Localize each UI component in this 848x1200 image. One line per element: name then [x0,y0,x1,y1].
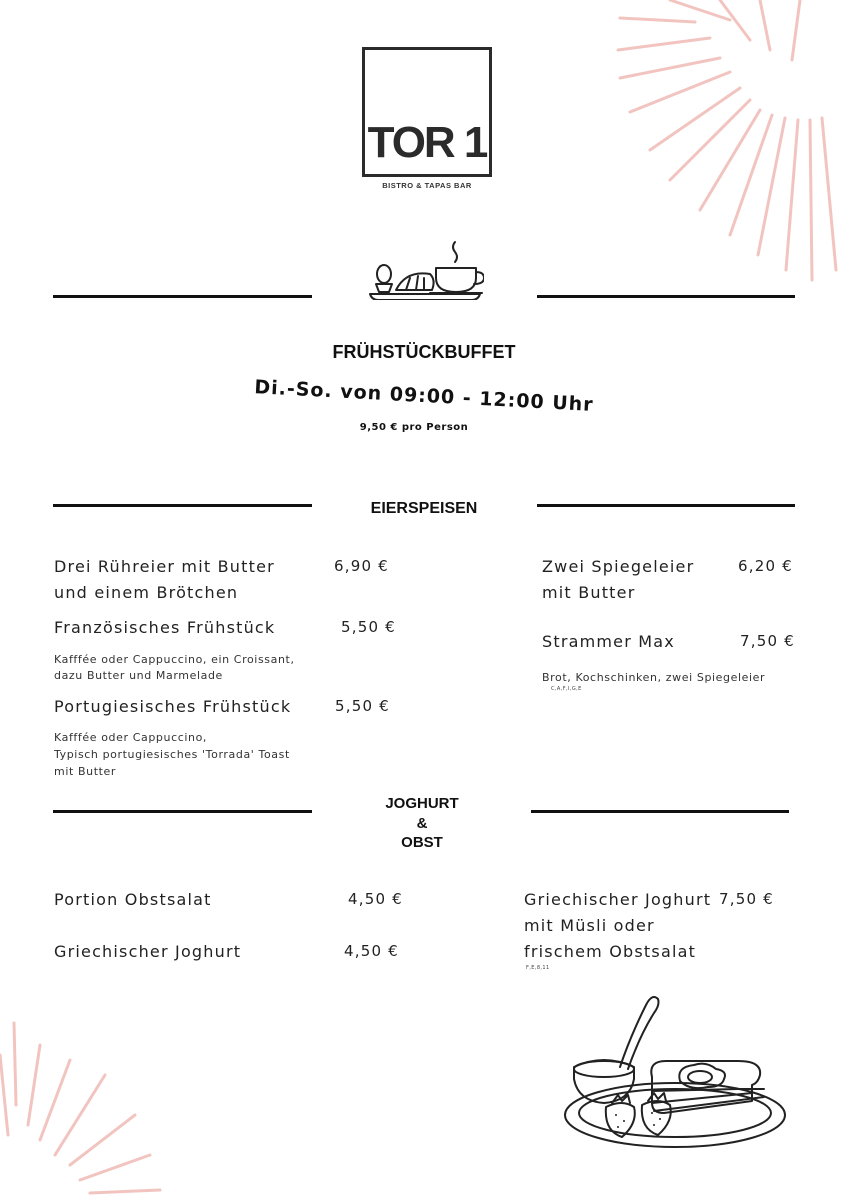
joghurt-title-line: JOGHURT [385,795,459,812]
menu-item-description: dazu Butter und Marmelade [54,669,223,682]
menu-item-price: 7,50 € [740,632,795,650]
menu-item-description: Brot, Kochschinken, zwei Spiegeleier [542,671,766,684]
menu-item-description: mit Butter [54,765,117,778]
joghurt-title-line: & [416,815,428,832]
menu-item-description: Kafffée oder Cappuccino, [54,731,208,744]
menu-item-price: 6,20 € [738,557,793,575]
menu-item-price: 5,50 € [341,618,396,636]
menu-item-name: Portugiesisches Frühstück [54,697,292,716]
menu-item-name: und einem Brötchen [54,583,239,602]
menu-item-allergens: C,A,F,I,G,E [551,686,582,692]
menu-item-name: Portion Obstsalat [54,890,212,909]
toast-yogurt-illustration [560,995,810,1150]
breakfast-price-note: 9,50 € pro Person [359,422,469,433]
divider-eier-left [53,504,312,507]
menu-item-price: 6,90 € [334,557,389,575]
breakfast-plate-icon [366,238,484,300]
joghurt-title-line: OBST [401,834,443,851]
divider-eier-right [537,504,795,507]
eierspeisen-title: EIERSPEISEN [370,500,478,517]
menu-item-description: Kafffée oder Cappuccino, ein Croissant, [54,653,295,666]
breakfast-title: FRÜHSTÜCKBUFFET [332,342,516,362]
divider-breakfast-right [537,295,795,298]
menu-item-price: 7,50 € [719,890,774,908]
menu-item-name: frischem Obstsalat [524,942,697,961]
sun-rays-bottom-left [0,1015,170,1200]
menu-item-name: mit Butter [542,583,636,602]
menu-item-name: Drei Rühreier mit Butter [54,557,275,576]
menu-item-allergens: F,E,8,11 [526,965,550,971]
sun-rays-top-right [600,0,848,290]
menu-item-name: Griechischer Joghurt [54,942,242,961]
menu-item-price: 4,50 € [348,890,403,908]
menu-item-price: 5,50 € [335,697,390,715]
menu-item-name: Zwei Spiegeleier [542,557,695,576]
menu-item-name: Französisches Frühstück [54,618,276,637]
menu-item-description: Typisch portugiesisches 'Torrada' Toast [54,748,290,761]
logo-subtitle: BISTRO & TAPAS BAR [382,181,472,190]
menu-item-name: Strammer Max [542,632,675,651]
divider-breakfast-left [53,295,312,298]
menu-item-name: Griechischer Joghurt [524,890,712,909]
divider-joghurt-left [53,810,312,813]
logo-name: TOR 1 [367,118,487,167]
breakfast-hours: Di.-So. von 09:00 - 12:00 Uhr [253,376,595,416]
menu-item-name: mit Müsli oder [524,916,655,935]
divider-joghurt-right [531,810,789,813]
menu-item-price: 4,50 € [344,942,399,960]
